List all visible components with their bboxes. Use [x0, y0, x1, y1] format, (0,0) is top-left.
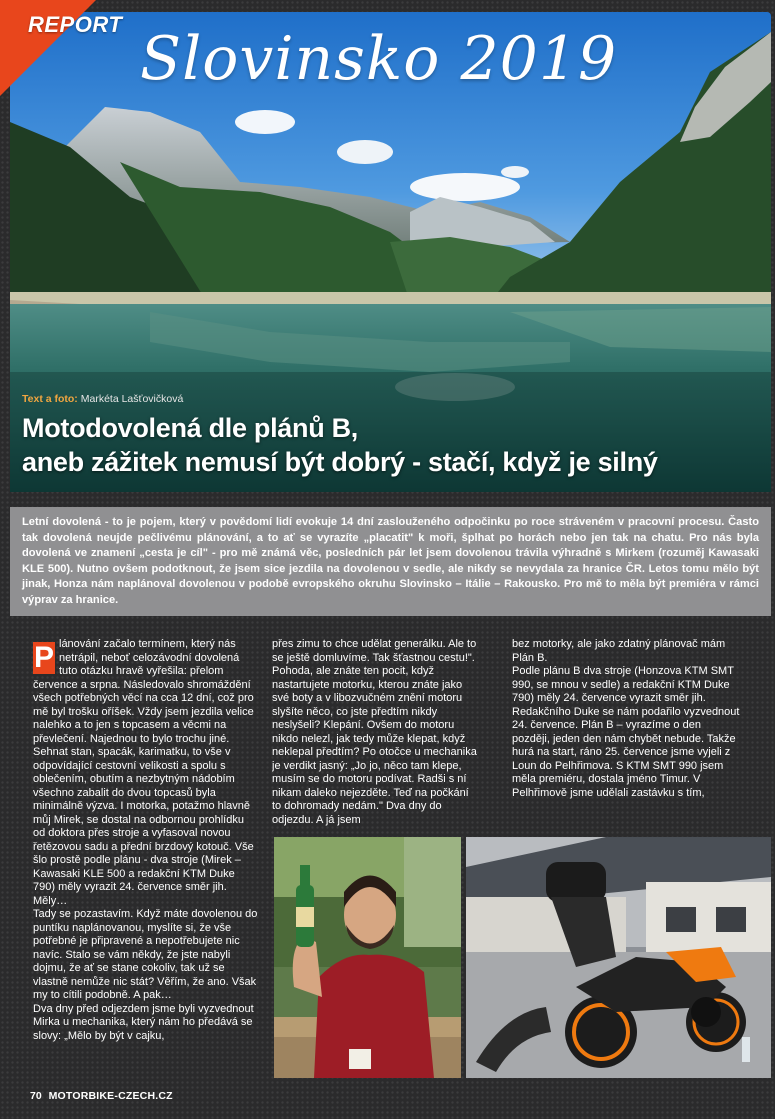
- intro-box: [10, 507, 771, 616]
- article-column-2: [272, 638, 478, 828]
- headline-line-2: aneb zážitek nemusí být dobrý - stačí, když je silný: [22, 447, 658, 477]
- credit-label: Text a foto:: [22, 393, 78, 405]
- site-name: MOTORBIKE-CZECH.CZ: [48, 1090, 173, 1102]
- man-photo-image: [274, 837, 461, 1078]
- paragraph: Podle plánu B dva stroje (Honzova KTM SMT 990, se mnou v sedle) a redakční KTM Duke 790) měly 24. července vyrazit směr jih. Redakčního Duke se nám podařilo vyzvednout 24. července. Plán B – vyrazíme o den později, jeden den nám chybět nebude. Takže hurá na start, ráno 25. července jsme vyjeli z Loun do Pelhřimova. S KTM SMT 990 jsem měla premiéru, dostala jméno Timur. V Pelhřimově jsme udělali zastávku s tím,: [512, 665, 740, 799]
- hero-title: Slovinsko 2019: [140, 24, 618, 94]
- section-label: REPORT: [28, 12, 123, 37]
- motorcycle-photo-image: [466, 837, 771, 1078]
- headline-line-1: Motodovolená dle plánů B,: [22, 413, 358, 443]
- intro-text: Letní dovolená - to je pojem, který v povědomí lidí evokuje 14 dní zaslouženého odpočinku po roce stráveném v pracovní procesu. Často tak dovolená neujde pečlivému plánování, a to ať se vyrazíte „placatit" k moři, šplhat po horách nebo jen tak na chatu. Pro nás byla dovolená ve znamení „cesta je cíl" - pro mě známá věc, posledních pár let jsem dovolenou trávila výhradně s Mirkem (rozuměj Kawasaki KLE 500). Nutno ovšem podotknout, že jsem sice jezdila na dovolenou v sedle, ale nikdy se nevydala za hranice ČR. Letos tomu mělo být jinak, Honza nám naplánoval dovolenou v podobě evropského okruhu Slovinsko – Itálie – Rakousko. Pro mě to měla být premiéra v rámci výprav za hranice.: [22, 516, 759, 606]
- article-column-3: [512, 638, 740, 828]
- paragraph: Dva dny před odjezdem jsme byli vyzvednout Mirka u mechanika, který nám ho předává se slovy: „Mělo by být v cajku,: [33, 1002, 254, 1042]
- article-column-1: [33, 638, 258, 1076]
- photo-man-with-beer: [274, 837, 461, 1078]
- credit-name: Markéta Lašťovičková: [80, 393, 184, 405]
- photo-motorcycle: [466, 837, 771, 1078]
- drop-cap: P: [33, 641, 54, 674]
- article-headline: [22, 411, 658, 479]
- author-credit: [22, 393, 183, 405]
- paragraph: bez motorky, ale jako zdatný plánovač mám Plán B.: [512, 638, 726, 664]
- paragraph: Tady se pozastavím. Když máte dovolenou do puntíku naplánovanou, myslíte si, že vše potřebné je připravené a nepotřebujete nic navíc. Stalo se vám někdy, že jste nabyli dojmu, že ať se stane cokoliv, tak už se vlastně nemůže nic stát? Věřím, že ano. Však my to cítili podobně. A pak…: [33, 908, 258, 1001]
- page-footer: [30, 1090, 173, 1102]
- paragraph: lánování začalo termínem, který nás netrápil, neboť celozávodní dovolená tuto otázku hravě vyřešila: přelom července a srpna. Následovalo shromáždění všech potřebných věcí na cca 12 dní, což pro mě byl trošku oříšek. Vždy jsem jezdila velice nalehko a to jen s topcasem a věcmi na převlečení. Najednou to bylo trochu jiné. Sehnat stan, spacák, karimatku, to vše v odpovídající cestovní velikosti a spolu s oblečením, obutím a nezbytným nádobím všechno zabalit do dvou topcasů byla minimálně výzva. I motorka, potažmo hlavně můj Mirek, se dostal na odbornou prohlídku od doktora přes stroje a vyfasoval novou řetězovou sadu a přední brzdový kotouč. Vše šlo prostě podle plánu - dva stroje (Mirek – Kawasaki KLE 500 a redakční KTM Duke 790) měly vyrazit 24. července směr jih. Měly…: [33, 638, 254, 907]
- paragraph: přes zimu to chce udělat generálku. Ale to se ještě domluvíme. Tak šťastnou cestu!". Pohoda, ale znáte ten pocit, když nastartujete motorku, kterou znáte jako své boty a v libozvučném znění motoru slyšíte něco, co jste předtím nikdy neslyšeli? Klepání. Ovšem do motoru nikdo nelezl, jak tedy může klepat, když neklepal předtím? Po otočce u mechanika je verdikt jasný: „Jo jo, něco tam klepe, musím se do motoru podívat. Radši s ní nikam daleko nejezděte. Teď na počkání to dohromady nedám." Dva dny do odjezdu. A já jsem: [272, 638, 477, 826]
- page-number: 70: [30, 1090, 42, 1102]
